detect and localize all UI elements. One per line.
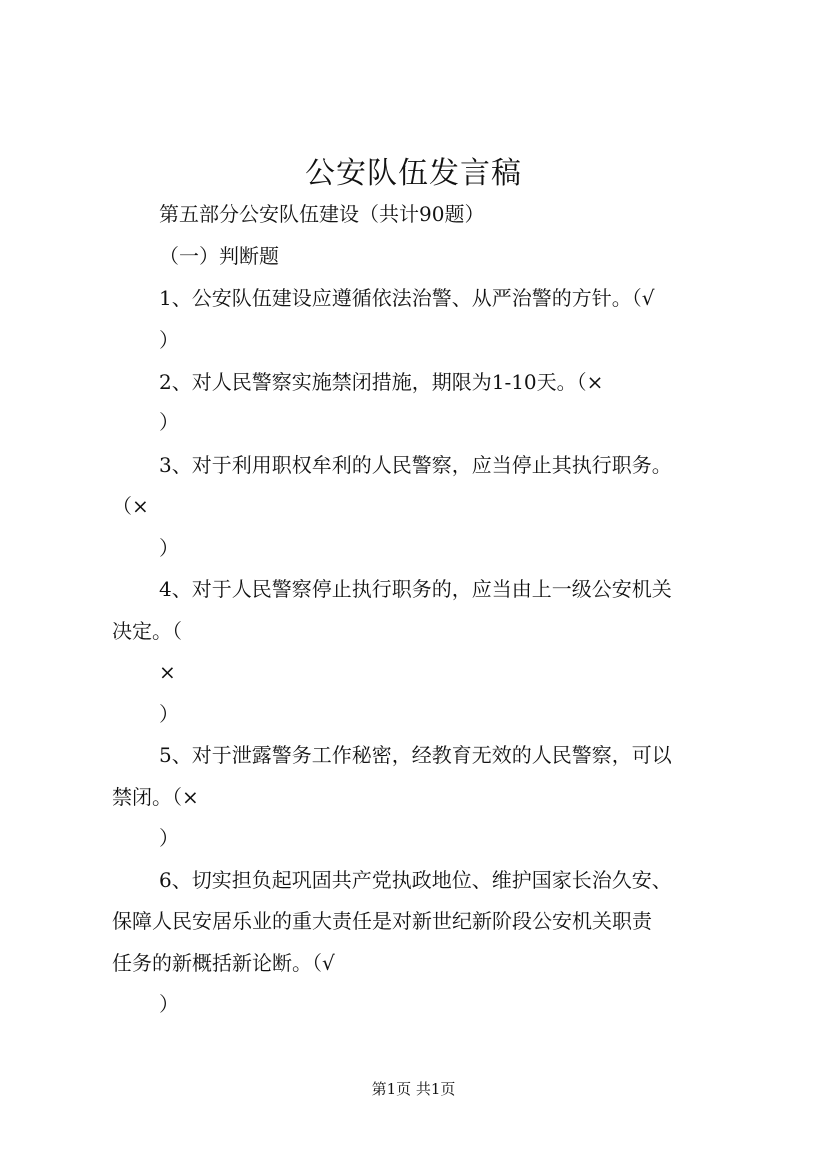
question-6-line-2: 保障人民安居乐业的重大责任是对新世纪新阶段公安机关职责 bbox=[112, 909, 652, 933]
question-4-answer: × bbox=[159, 660, 176, 684]
question-5-close: ） bbox=[159, 826, 179, 850]
question-1-close: ） bbox=[159, 328, 179, 352]
question-6-line-3: 任务的新概括新论断。（√ bbox=[112, 951, 335, 975]
question-1: 1、公安队伍建设应遵循依法治警、从严治警的方针。（√ bbox=[159, 286, 655, 310]
question-5-continued: 禁闭。（× bbox=[112, 785, 199, 809]
question-6-close: ） bbox=[159, 992, 179, 1016]
question-5: 5、对于泄露警务工作秘密，经教育无效的人民警察，可以 bbox=[159, 743, 672, 767]
question-6: 6、切实担负起巩固共产党执政地位、维护国家长治久安、 bbox=[159, 868, 672, 892]
question-3-close: ） bbox=[159, 536, 179, 560]
section-heading: 第五部分公安队伍建设（共计90题） bbox=[159, 202, 485, 226]
question-4-continued: 决定。（ bbox=[112, 619, 182, 643]
page-footer: 第1页 共1页 bbox=[371, 1080, 456, 1098]
subsection-heading: （一）判断题 bbox=[159, 244, 279, 268]
question-2-close: ） bbox=[159, 410, 179, 434]
question-3-answer: （× bbox=[112, 494, 149, 518]
question-4: 4、对于人民警察停止执行职务的，应当由上一级公安机关 bbox=[159, 577, 672, 601]
question-2: 2、对人民警察实施禁闭措施，期限为1-10天。（× bbox=[159, 370, 604, 394]
question-3: 3、对于利用职权牟利的人民警察，应当停止其执行职务。 bbox=[159, 453, 672, 477]
question-4-close: ） bbox=[159, 702, 179, 726]
document-title: 公安队伍发言稿 bbox=[305, 156, 522, 191]
